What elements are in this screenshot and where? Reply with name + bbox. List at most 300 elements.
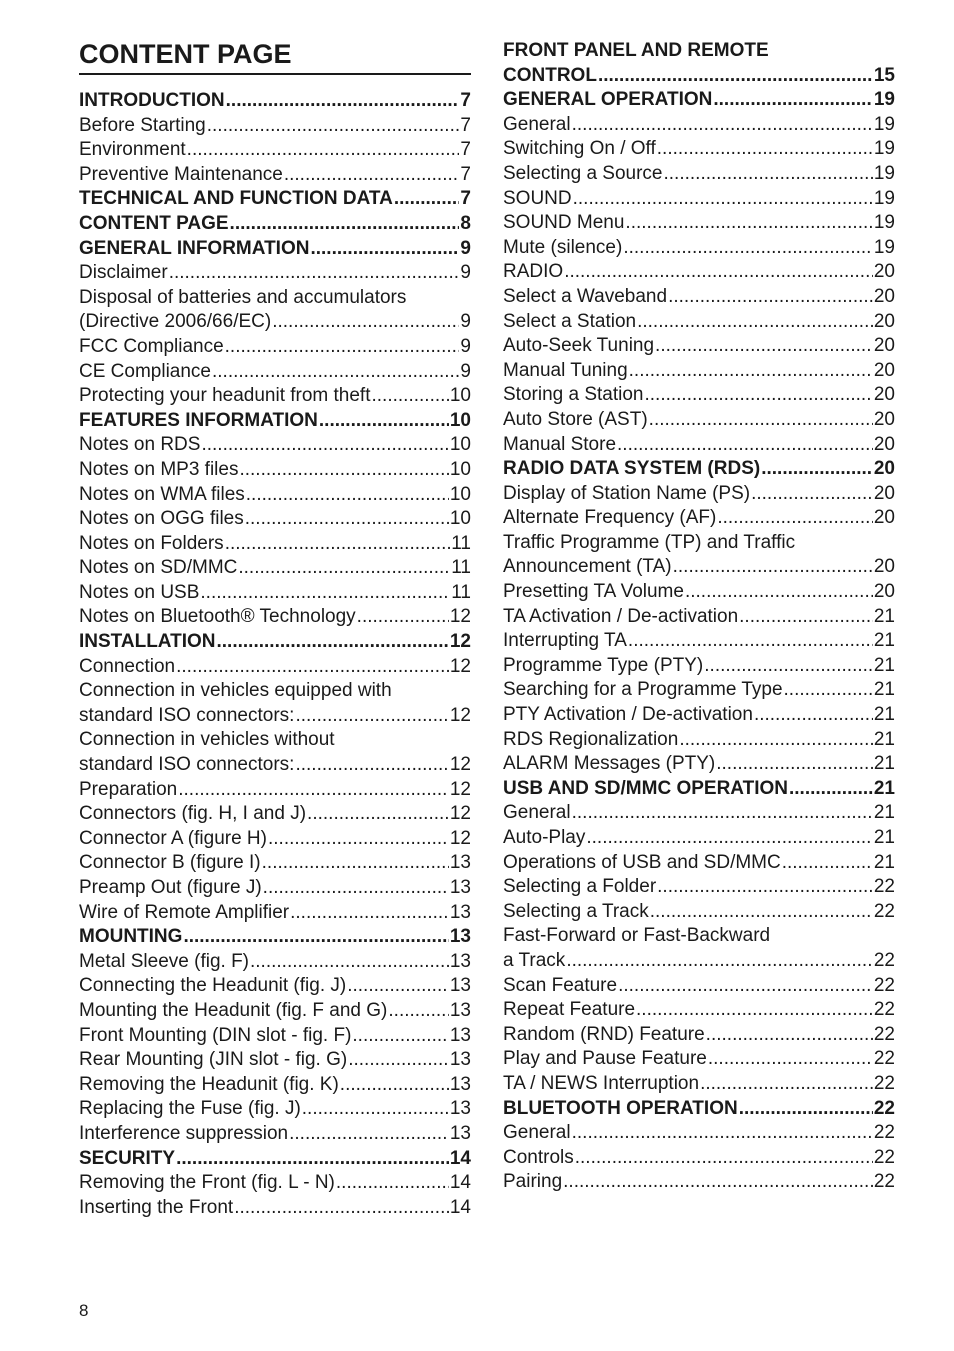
dot-leader [201,433,448,458]
toc-entry-page: 22 [873,1097,895,1119]
toc-entry-page: 19 [873,162,895,184]
toc-entry-page: 9 [460,360,471,382]
toc-entry-page: 13 [449,999,471,1021]
toc-entry-title: FRONT PANEL AND REMOTE [503,40,769,61]
toc-entry-page: 9 [460,262,471,284]
toc-entry[interactable] [79,1073,471,1098]
dot-leader [250,950,449,975]
dot-leader [679,728,873,753]
toc-entry-title: Manual Tuning [503,359,628,381]
toc-entry[interactable] [503,1121,895,1146]
toc-entry[interactable] [79,163,471,188]
toc-entry-title: Presetting TA Volume [503,581,684,603]
toc-entry[interactable] [503,580,895,605]
toc-entry-title: Searching for a Programme Type [503,679,783,701]
toc-entry[interactable] [503,1023,895,1048]
toc-entry-page: 22 [873,999,895,1021]
toc-entry-page: 21 [873,605,895,627]
toc-entry[interactable] [503,1072,895,1097]
toc-entry[interactable] [79,310,471,335]
toc-entry[interactable] [79,1024,471,1049]
toc-entry-page: 21 [873,802,895,824]
dot-leader [784,678,873,703]
toc-entry-page: 8 [460,212,471,234]
toc-entry-title: Operations of USB and SD/MMC [503,851,781,873]
toc-entry-title: GENERAL OPERATION [503,89,713,111]
toc-entry-title: standard ISO connectors: [79,754,295,776]
dot-leader [178,778,449,803]
toc-entry[interactable] [79,1097,471,1122]
toc-entry-page: 12 [449,655,471,677]
dot-leader [564,260,873,285]
toc-entry[interactable] [79,261,471,286]
toc-entry[interactable] [79,851,471,876]
dot-leader [685,580,873,605]
toc-entry-page: 20 [873,359,895,381]
dot-leader [700,1072,873,1097]
toc-entry-title: Random (RND) Feature [503,1023,705,1045]
toc-entry-page: 11 [451,581,471,603]
toc-entry-title: Connectors (fig. H, I and J) [79,803,307,825]
dot-leader [708,1047,873,1072]
toc-entry-page: 14 [449,1196,471,1218]
toc-entry-title: GENERAL INFORMATION [79,237,310,259]
dot-leader [657,137,873,162]
dot-leader [295,704,448,729]
toc-section-entry[interactable] [79,187,471,212]
toc-entry[interactable] [79,728,471,753]
dot-leader [348,1048,449,1073]
toc-entry[interactable] [79,286,471,311]
toc-section-entry[interactable] [503,64,895,89]
toc-entry-page: 12 [449,606,471,628]
page-title: CONTENT PAGE [79,36,471,75]
dot-leader [169,261,460,286]
toc-entry-page: 10 [449,458,471,480]
toc-entry-title: Replacing the Fuse (fig. J) [79,1098,301,1120]
toc-entry-page: 13 [449,852,471,874]
dot-leader [357,605,449,630]
toc-entry-page: 12 [449,631,471,653]
dot-leader [225,532,451,557]
dot-leader [289,1122,449,1147]
toc-entry[interactable] [79,458,471,483]
toc-entry[interactable] [79,384,471,409]
dot-leader [716,752,873,777]
toc-entry-title: Metal Sleeve (fig. F) [79,950,249,972]
dot-leader [284,163,460,188]
toc-right-column [503,39,895,1195]
toc-entry-title: INSTALLATION [79,631,216,653]
dot-leader [623,236,873,261]
toc-entry-title: Inserting the Front [79,1196,234,1218]
toc-entry[interactable] [79,483,471,508]
toc-entry[interactable] [79,950,471,975]
toc-entry-title: Auto-Seek Tuning [503,335,655,357]
toc-entry-page: 20 [873,458,895,480]
toc-entry-title: SOUND [503,187,572,209]
toc-entry-page: 20 [873,556,895,578]
toc-entry-page: 13 [449,901,471,923]
toc-entry[interactable] [79,876,471,901]
toc-entry-title: Connection [79,655,176,677]
toc-entry[interactable] [79,433,471,458]
toc-entry[interactable] [503,113,895,138]
dot-leader [263,876,449,901]
toc-entry[interactable] [503,1170,895,1195]
toc-entry-title: Preparation [79,778,178,800]
toc-entry-title: Display of Station Name (PS) [503,482,751,504]
toc-list-left [79,89,471,1220]
toc-entry[interactable] [503,334,895,359]
toc-entry-page: 20 [873,581,895,603]
dot-leader [713,88,872,113]
toc-entry[interactable] [79,802,471,827]
toc-section-entry[interactable] [503,88,895,113]
toc-entry-title: TA / NEWS Interruption [503,1072,700,1094]
toc-entry-page: 13 [449,1024,471,1046]
toc-entry-page: 12 [449,778,471,800]
dot-leader [636,998,873,1023]
toc-entry-page: 7 [460,114,471,136]
toc-entry[interactable] [503,851,895,876]
toc-entry-page: 7 [460,139,471,161]
toc-entry[interactable] [79,753,471,778]
toc-entry-title: General [503,802,571,824]
toc-entry[interactable] [503,359,895,384]
toc-entry-title: RADIO DATA SYSTEM (RDS) [503,458,761,480]
toc-entry[interactable] [79,827,471,852]
toc-entry-title: Protecting your headunit from theft [79,385,371,407]
toc-entry[interactable] [503,482,895,507]
toc-entry[interactable] [503,826,895,851]
toc-section-entry[interactable] [79,212,471,237]
toc-entry-title: SECURITY [79,1147,176,1169]
toc-section-entry[interactable] [79,1147,471,1172]
toc-entry[interactable] [503,383,895,408]
toc-entry-page: 12 [449,704,471,726]
toc-entry[interactable] [503,678,895,703]
toc-entry-page: 21 [873,827,895,848]
toc-entry-title: CONTROL [503,64,597,86]
dot-leader [625,211,872,236]
toc-entry-page: 14 [449,1172,471,1194]
toc-entry[interactable] [79,1171,471,1196]
toc-entry-page: 21 [873,704,895,726]
toc-entry-title: Notes on OGG files [79,508,244,530]
toc-entry-page: 14 [449,1147,471,1169]
toc-entry[interactable] [503,629,895,654]
dot-leader [319,409,449,434]
toc-entry-page: 22 [873,949,895,971]
toc-entry[interactable] [79,507,471,532]
toc-entry-title: General [503,113,571,135]
toc-section-entry[interactable] [503,777,895,802]
toc-entry-page: 21 [873,777,895,799]
dot-leader [650,900,873,925]
dot-leader [644,383,872,408]
toc-section-entry[interactable] [79,630,471,655]
toc-entry-title: RDS Regionalization [503,728,679,750]
dot-leader [789,777,873,802]
dot-leader [598,64,873,89]
toc-entry-title: a Track [503,949,566,971]
toc-entry[interactable] [79,114,471,139]
toc-entry-title: Disposal of batteries and accumulators [79,286,407,308]
dot-leader [394,187,460,212]
toc-entry-page: 20 [873,482,895,504]
dot-leader [673,555,873,580]
toc-entry-page: 19 [873,236,895,258]
toc-entry-page: 19 [873,113,895,135]
toc-entry[interactable] [503,875,895,900]
toc-entry[interactable] [503,801,895,826]
toc-entry[interactable] [503,974,895,999]
toc-entry-title: Switching On / Off [503,138,656,160]
toc-entry-title: TECHNICAL AND FUNCTION DATA [79,188,393,210]
dot-leader [352,1024,448,1049]
toc-entry-title: Disclaimer [79,262,168,284]
toc-entry-page: 12 [449,754,471,776]
toc-entry-title: Notes on WMA files [79,483,245,505]
toc-entry-title: Rear Mounting (JIN slot - fig. G) [79,1049,348,1071]
toc-section-entry[interactable] [79,89,471,114]
toc-entry[interactable] [503,408,895,433]
toc-entry-page: 13 [449,975,471,997]
toc-entry-page: 22 [873,1122,895,1144]
toc-entry[interactable] [503,433,895,458]
dot-leader [629,359,873,384]
dot-leader [225,335,460,360]
toc-entry-title: Mounting the Headunit (fig. F and G) [79,999,388,1021]
toc-entry-page: 13 [449,926,471,948]
dot-leader [207,114,460,139]
toc-entry-title: MOUNTING [79,926,183,948]
dot-leader [200,581,450,606]
toc-entry[interactable] [503,531,895,556]
toc-entry-page: 21 [873,728,895,750]
toc-entry-page: 19 [873,89,895,111]
toc-entry-page: 22 [873,1023,895,1045]
toc-entry-page: 20 [873,261,895,283]
toc-entry[interactable] [503,654,895,679]
toc-entry-title: Play and Pause Feature [503,1048,707,1070]
dot-leader [388,999,448,1024]
dot-leader [230,212,460,237]
toc-entry-title: Storing a Station [503,384,644,406]
dot-leader [340,1073,449,1098]
dot-leader [754,703,873,728]
dot-leader [782,851,873,876]
toc-entry-title: Removing the Headunit (fig. K) [79,1073,339,1095]
toc-entry-title: Controls [503,1146,574,1168]
dot-leader [272,310,459,335]
toc-entry-page: 7 [460,188,471,210]
toc-entry-page: 22 [873,1048,895,1070]
dot-leader [212,360,459,385]
dot-leader [238,556,450,581]
toc-entry-title: SOUND Menu [503,212,625,234]
toc-entry[interactable] [503,949,895,974]
toc-entry[interactable] [79,655,471,680]
toc-entry-title: Pairing [503,1171,563,1193]
toc-entry[interactable] [79,974,471,999]
toc-entry-page: 9 [460,237,471,259]
dot-leader [664,162,873,187]
toc-entry[interactable] [503,260,895,285]
toc-entry[interactable] [79,999,471,1024]
toc-entry-page: 10 [449,385,471,407]
dot-leader [704,654,873,679]
toc-section-entry[interactable] [79,409,471,434]
dot-leader [245,507,449,532]
toc-entry[interactable] [79,556,471,581]
toc-entry-page: 22 [873,876,895,898]
toc-section-entry[interactable] [503,457,895,482]
dot-leader [187,138,460,163]
toc-entry[interactable] [79,532,471,557]
toc-entry-title: (Directive 2006/66/EC) [79,311,272,333]
toc-entry-page: 9 [460,311,471,333]
dot-leader [761,457,873,482]
toc-entry-page: 13 [449,1073,471,1095]
dot-leader [566,949,873,974]
toc-entry-page: 13 [449,950,471,972]
toc-entry-page: 20 [873,285,895,307]
toc-entry-title: Select a Waveband [503,285,668,307]
toc-entry-title: Fast-Forward or Fast-Backward [503,925,771,947]
toc-entry-title: Notes on SD/MMC [79,557,238,579]
toc-entry-title: Programme Type (PTY) [503,654,704,676]
toc-entry[interactable] [503,703,895,728]
dot-leader [336,1171,449,1196]
toc-entry-page: 11 [451,557,471,579]
toc-entry[interactable] [503,236,895,261]
toc-entry-title: Before Starting [79,114,206,136]
toc-entry-page: 11 [451,532,471,554]
toc-section-entry[interactable] [79,925,471,950]
toc-entry[interactable] [503,1047,895,1072]
dot-leader [268,827,449,852]
toc-entry[interactable] [503,998,895,1023]
toc-entry-title: Auto-Play [503,827,586,848]
toc-entry-page: 20 [873,310,895,332]
toc-entry-title: BLUETOOTH OPERATION [503,1097,738,1119]
toc-entry-title: Connection in vehicles without [79,729,335,751]
dot-leader [573,187,873,212]
toc-entry[interactable] [79,138,471,163]
toc-entry[interactable] [79,679,471,704]
toc-entry[interactable] [503,1146,895,1171]
toc-entry-title: Connector A (figure H) [79,827,267,849]
dot-leader [572,1121,873,1146]
toc-section-entry[interactable] [503,1097,895,1122]
toc-entry-page: 21 [873,851,895,873]
toc-entry[interactable] [79,335,471,360]
dot-leader [617,433,873,458]
toc-entry[interactable] [503,924,895,949]
toc-entry-title: USB AND SD/MMC OPERATION [503,777,788,799]
toc-entry[interactable] [503,605,895,630]
toc-entry-title: Alternate Frequency (AF) [503,507,717,529]
toc-entry-title: Selecting a Folder [503,876,657,898]
toc-section-entry[interactable] [79,237,471,262]
dot-leader [655,334,873,359]
toc-entry-page: 21 [873,654,895,676]
dot-leader [739,1097,873,1122]
dot-leader [572,113,873,138]
toc-entry-page: 20 [873,507,895,529]
dot-leader [183,925,448,950]
toc-entry-page: 19 [873,138,895,160]
toc-entry-title: Announcement (TA) [503,556,672,578]
dot-leader [572,801,873,826]
toc-entry-title: Notes on USB [79,581,200,603]
toc-entry-page: 19 [873,187,895,209]
toc-entry-page: 7 [460,90,471,111]
toc-entry-title: RADIO [503,261,564,283]
toc-entry-page: 21 [873,630,895,652]
toc-entry[interactable] [79,704,471,729]
toc-entry[interactable] [79,1196,471,1221]
toc-entry-page: 19 [873,212,895,234]
toc-entry[interactable] [79,778,471,803]
toc-entry[interactable] [503,187,895,212]
toc-entry[interactable] [503,211,895,236]
toc-entry[interactable] [503,506,895,531]
toc-entry[interactable] [503,285,895,310]
toc-entry-page: 22 [873,1171,895,1193]
toc-entry-page: 10 [449,434,471,456]
toc-entry[interactable] [503,752,895,777]
toc-section-entry[interactable] [503,39,895,64]
toc-entry-page: 13 [449,1098,471,1120]
toc-entry-title: CE Compliance [79,360,211,382]
toc-entry-title: Preventive Maintenance [79,163,283,185]
toc-entry[interactable] [503,900,895,925]
toc-entry-title: General [503,1122,571,1144]
toc-entry[interactable] [503,162,895,187]
toc-entry-title: Mute (silence) [503,236,623,258]
toc-entry-title: ALARM Messages (PTY) [503,753,716,775]
toc-entry-title: Scan Feature [503,974,618,996]
toc-entry-title: Wire of Remote Amplifier [79,901,290,923]
dot-leader [628,629,873,654]
toc-entry-title: Traffic Programme (TP) and Traffic [503,531,796,553]
toc-entry-title: INTRODUCTION [79,90,225,111]
toc-entry[interactable] [503,728,895,753]
toc-entry[interactable] [79,1048,471,1073]
toc-entry[interactable] [503,137,895,162]
toc-entry[interactable] [79,605,471,630]
toc-entry[interactable] [503,555,895,580]
toc-entry-title: Notes on RDS [79,434,201,456]
toc-entry-page: 12 [449,803,471,825]
toc-entry-page: 7 [460,163,471,185]
toc-entry[interactable] [79,581,471,606]
toc-entry-title: Repeat Feature [503,999,636,1021]
toc-entry[interactable] [79,1122,471,1147]
toc-entry[interactable] [503,310,895,335]
dot-leader [239,458,448,483]
dot-leader [637,310,873,335]
toc-entry-page: 10 [449,483,471,505]
dot-leader [372,384,449,409]
toc-entry-page: 9 [460,335,471,357]
toc-entry[interactable] [79,360,471,385]
dot-leader [657,875,873,900]
toc-entry[interactable] [79,901,471,926]
